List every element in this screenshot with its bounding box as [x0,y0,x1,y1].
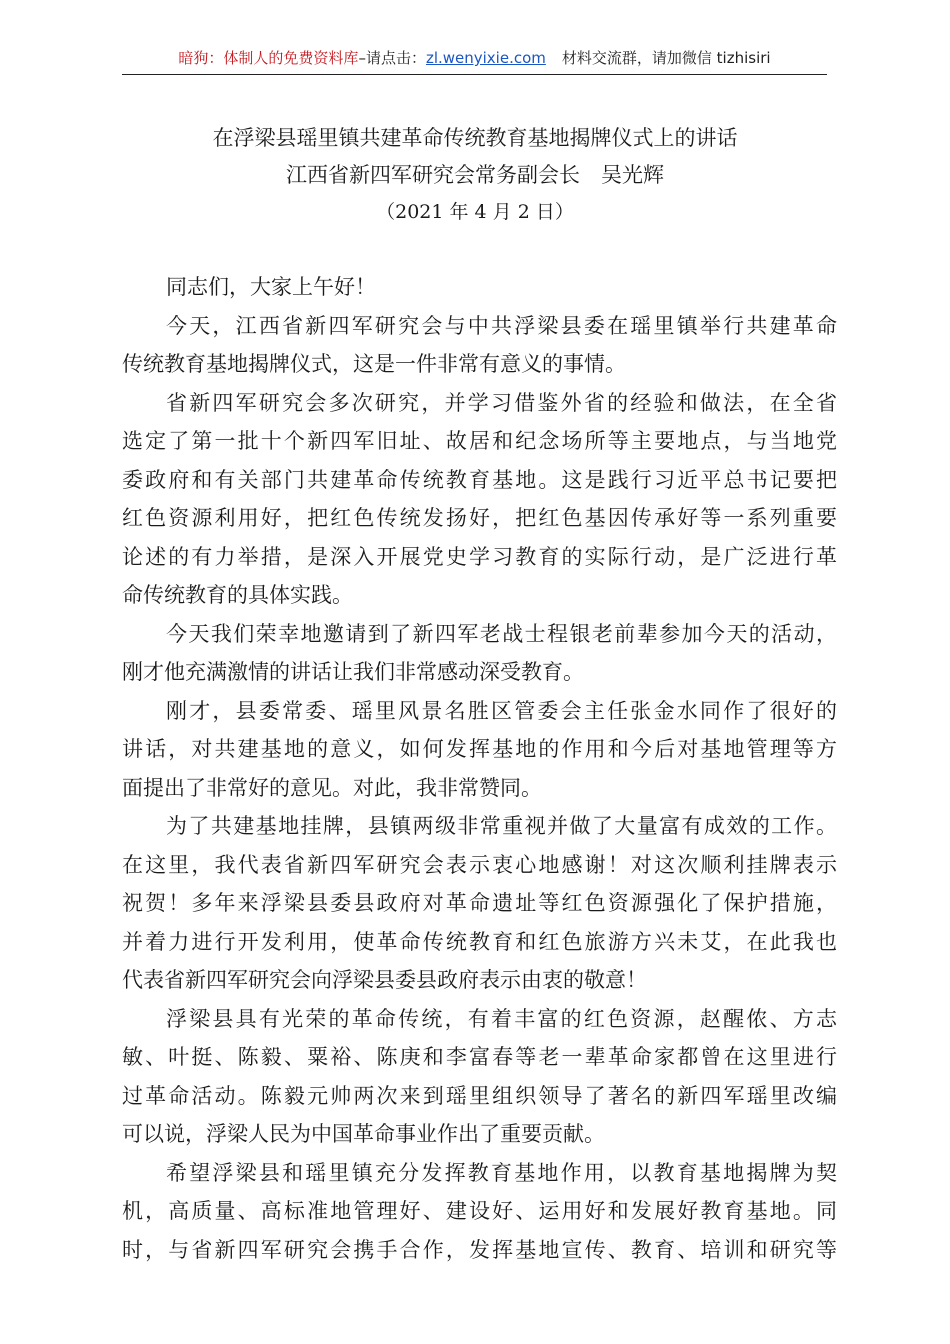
text-line: 命传统教育的具体实践。 [122,583,353,607]
text-line: 委政府和有关部门共建革命传统教育基地。这是践行习近平总书记要把 [122,467,837,492]
text-line: 同志们，大家上午好！ [166,275,376,299]
header-url-link[interactable]: zl.wenyixie.com [425,49,546,67]
text-line: 省新四军研究会多次研究，并学习借鉴外省的经验和做法，在全省 [166,390,837,415]
text-line: 今天我们荣幸地邀请到了新四军老战士程银老前辈参加今天的活动， [166,621,837,646]
header-click-prompt: –请点击： [358,49,426,67]
text-line: 祝贺！多年来浮梁县委县政府对革命遗址等红色资源强化了保护措施， [122,891,837,915]
text-line: 过革命活动。陈毅元帅两次来到瑶里组织领导了著名的新四军瑶里改编 [122,1083,837,1108]
text-line: 机，高质量、高标准地管理好、建设好、运用好和发展好教育基地。同 [122,1199,837,1223]
text-line: 传统教育基地揭牌仪式，这是一件非常有意义的事情。 [122,352,626,376]
text-line: 时，与省新四军研究会携手合作，发挥基地宣传、教育、培训和研究等 [122,1237,837,1262]
document-title: 在浮梁县瑶里镇共建革命传统教育基地揭牌仪式上的讲话 [212,126,738,150]
header-site-name: 暗狗：体制人的免费资料库 [178,49,359,67]
text-line: 代表省新四军研究会向浮梁县委县政府表示由衷的敬意！ [122,968,647,992]
text-line: 浮梁县具有光荣的革命传统，有着丰富的红色资源，赵醒侬、方志 [166,1006,837,1031]
text-line: 可以说，浮梁人民为中国革命事业作出了重要贡献。 [122,1122,605,1146]
text-line: 并着力进行开发利用，使革命传统教育和红色旅游方兴未艾，在此我也 [122,929,837,954]
text-line: 讲话，对共建基地的意义，如何发挥基地的作用和今后对基地管理等方 [122,737,837,761]
document-date: （2021 年 4 月 2 日） [376,201,574,223]
text-line: 选定了第一批十个新四军旧址、故居和纪念场所等主要地点，与当地党 [122,429,837,453]
text-line: 红色资源利用好，把红色传统发扬好，把红色基因传承好等一系列重要 [122,506,837,530]
text-line: 敏、叶挺、陈毅、粟裕、陈庚和李富春等老一辈革命家都曾在这里进行 [122,1045,837,1069]
text-line: 希望浮梁县和瑶里镇充分发挥教育基地作用，以教育基地揭牌为契 [166,1160,837,1185]
header-wechat-note: 材料交流群，请加微信 tizhisiri [561,49,771,67]
text-line: 刚才他充满激情的讲话让我们非常感动深受教育。 [122,660,584,684]
text-line: 在这里，我代表省新四军研究会表示衷心地感谢！对这次顺利挂牌表示 [122,852,837,877]
document-author: 江西省新四军研究会常务副会长 吴光辉 [286,163,664,187]
page-header [122,46,827,75]
text-line: 今天，江西省新四军研究会与中共浮梁县委在瑶里镇举行共建革命 [166,313,837,338]
document-heading [0,120,950,230]
text-line: 为了共建基地挂牌，县镇两级非常重视并做了大量富有成效的工作。 [166,814,837,838]
text-line: 论述的有力举措，是深入开展党史学习教育的实际行动，是广泛进行革 [122,544,837,569]
text-line: 面提出了非常好的意见。对此，我非常赞同。 [122,775,542,800]
text-line: 刚才，县委常委、瑶里风景名胜区管委会主任张金水同作了很好的 [166,698,837,723]
document-body [122,268,837,1269]
